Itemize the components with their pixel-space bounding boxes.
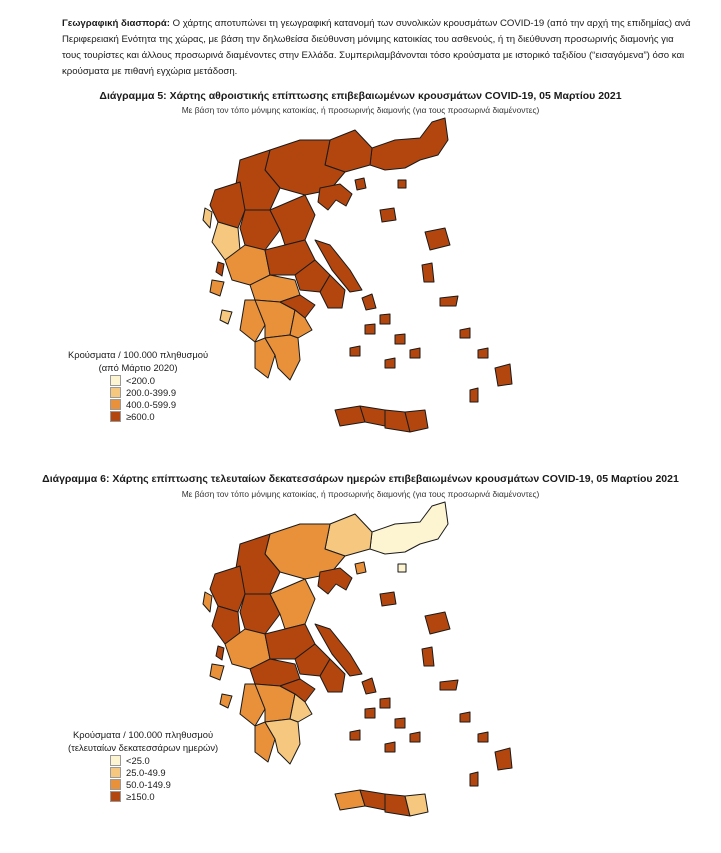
map-2-region-andros (362, 678, 376, 694)
map-2-region-epirus-north (210, 566, 245, 612)
map-1-legend-swatch-2 (110, 399, 121, 410)
map-2-region-zakynthos (220, 694, 232, 708)
map-2-legend-label-1: 25.0-49.9 (126, 766, 166, 778)
map-2-region-cyclades-1 (380, 698, 390, 708)
map-2-title: Διάγραμμα 6: Χάρτης επίπτωσης τελευταίων δεκατεσσάρων ημερών επιβεβαιωμένων κρουσμάτων COVID-19, 05 Μαρτίου 2021 (42, 473, 679, 485)
map-2-region-east-macedonia (325, 514, 372, 556)
map-1-title: Διάγραμμα 5: Χάρτης αθροιστικής επίπτωσης επιβεβαιωμένων κρουσμάτων COVID-19, 05 Μαρτίου 2021 (99, 90, 622, 102)
map-1-region-dodecanese-2 (478, 348, 488, 358)
map-2-region-thasos (355, 562, 366, 574)
map-2-region-lesvos (425, 612, 450, 634)
map-2-region-samos (440, 680, 458, 690)
map-1-legend-item (110, 374, 208, 386)
map-2-legend-label-2: 50.0-149.9 (126, 778, 171, 790)
map-2-region-kefalonia (210, 664, 224, 680)
map-1-region-dodecanese-1 (460, 328, 470, 338)
map-1-region-cyclades-2 (365, 324, 375, 334)
map-2-region-thessaly-east (270, 579, 315, 629)
map-1-region-karpathos (470, 388, 478, 402)
map-1-region-thrace (370, 118, 448, 170)
map-1-region-andros (362, 294, 376, 310)
map-2-legend-item (110, 778, 218, 790)
map-2-region-dodecanese-2 (478, 732, 488, 742)
map-1-legend-title-line2: (από Μάρτιο 2020) (98, 362, 178, 373)
map-1-region-cyclades-4 (410, 348, 420, 358)
map-2-region-cyclades-2 (365, 708, 375, 718)
map-2-region-cyclades-4 (410, 732, 420, 742)
map-1-subtitle: Με βάση τον τόπο μόνιμης κατοικίας, ή προσωρινής διαμονής (για τους προσωρινά διαμένοντες) (181, 105, 540, 115)
map-2-region-samothraki (398, 564, 406, 572)
map-2-region-cyclades-5 (385, 742, 395, 752)
map-1-legend-item (110, 410, 208, 422)
map-1-legend-item (110, 386, 208, 398)
map-1-legend-label-0: <200.0 (126, 374, 155, 386)
map-1-region-lesvos (425, 228, 450, 250)
intro-label: Γεωγραφική διασπορά: (62, 18, 170, 29)
map-1-legend (68, 348, 208, 422)
map-1-region-chios (422, 263, 434, 282)
intro-paragraph (62, 16, 692, 80)
map-2-legend-item (110, 790, 218, 802)
map-2-legend-swatch-2 (110, 779, 121, 790)
map-1-region-zakynthos (220, 310, 232, 324)
map-2-region-cyclades-3 (395, 718, 405, 728)
map-2-region-dodecanese-1 (460, 712, 470, 722)
intro-text: Ο χάρτης αποτυπώνει τη γεωγραφική κατανομή των συνολικών κρουσμάτων COVID-19 (από την αρχή της επιδημίας) ανά Περιφερειακή Ενότητα της χώρας, με βάση την δηλωθείσα διεύθυνση μόνιμης κατοικίας του ασθενούς, ή τη διεύθυνση προσωρινής διαμονής για τους τουρίστες και άλλους προσωρινά διαμένοντες στην Ελλάδα. Συμπεριλαμβάνονται τόσο κρούσματα με ιστορικό ταξιδίου (“εισαγόμενα”) όσο και κρούσματα με πιθανή εγχώρια μετάδοση. (62, 18, 691, 77)
map-2-region-crete-rethymno (360, 790, 385, 810)
map-2-region-chios (422, 647, 434, 666)
map-1-legend-title-line1: Κρούσματα / 100.000 πληθυσμού (68, 349, 209, 360)
map-2-legend-item (110, 754, 218, 766)
map-1-region-thessaly-east (270, 195, 315, 245)
map-2-region-karpathos (470, 772, 478, 786)
map-1-legend-label-1: 200.0-399.9 (126, 386, 177, 398)
map-1-region-epirus-north (210, 182, 245, 228)
map-2-legend-label-0: <25.0 (126, 754, 150, 766)
map-2-legend-swatch-1 (110, 767, 121, 778)
map-2-region-rhodes (495, 748, 512, 770)
map-1-region-thasos (355, 178, 366, 190)
map-2-legend-item (110, 766, 218, 778)
map-1-region-cyclades-5 (385, 358, 395, 368)
map-2-subtitle: Με βάση τον τόπο μόνιμης κατοικίας, ή προσωρινής διαμονής (για τους προσωρινά διαμένοντες) (181, 489, 540, 499)
map-2-region-chalkidiki (318, 568, 352, 594)
map-2-legend (68, 728, 218, 802)
map-1-legend-label-2: 400.0-599.9 (126, 398, 177, 410)
map-1-region-corfu (203, 208, 212, 228)
map-2-legend-label-3: ≥150.0 (126, 790, 155, 802)
map-1-region-lemnos (380, 208, 396, 222)
map-1-region-lefkada (216, 262, 224, 276)
map-1-region-crete-rethymno (360, 406, 385, 426)
map-1-region-samothraki (398, 180, 406, 188)
map-1-legend-swatch-0 (110, 375, 121, 386)
map-1-region-kefalonia (210, 280, 224, 296)
map-2-region-lefkada (216, 646, 224, 660)
map-1-region-samos (440, 296, 458, 306)
map-1-region-cyclades-6 (350, 346, 360, 356)
map-2-region-cyclades-6 (350, 730, 360, 740)
map-1-region-east-macedonia (325, 130, 372, 172)
map-1-region-cyclades-3 (395, 334, 405, 344)
map-2-region-lemnos (380, 592, 396, 606)
map-1-region-rhodes (495, 364, 512, 386)
map-1-legend-swatch-3 (110, 411, 121, 422)
map-1-legend-swatch-1 (110, 387, 121, 398)
map-1-region-cyclades-1 (380, 314, 390, 324)
map-1-legend-item (110, 398, 208, 410)
map-1-legend-label-3: ≥600.0 (126, 410, 155, 422)
map-2-legend-title-line2: (τελευταίων δεκατεσσάρων ημερών) (68, 742, 219, 753)
map-2-legend-swatch-0 (110, 755, 121, 766)
map-2-region-corfu (203, 592, 212, 612)
map-1-region-chalkidiki (318, 184, 352, 210)
map-2-legend-swatch-3 (110, 791, 121, 802)
map-2-region-thrace (370, 502, 448, 554)
map-2-legend-title-line1: Κρούσματα / 100.000 πληθυσμού (73, 729, 214, 740)
